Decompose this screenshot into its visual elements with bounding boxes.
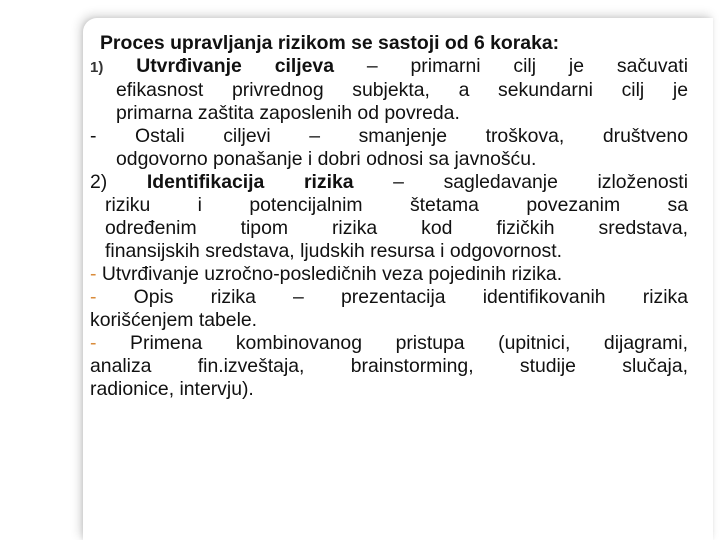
- step2-number: 2): [90, 171, 108, 193]
- other-goals-line2: odgovorno ponašanje i dobri odnosi sa javnošću.: [116, 148, 537, 170]
- bullet-dash: -: [90, 332, 97, 354]
- step2-line2: riziku i potencijalnim štetama povezanim sa: [105, 194, 688, 216]
- bullet-dash: -: [90, 263, 97, 285]
- bullet-dash: -: [90, 125, 97, 147]
- step1-line2: efikasnost privrednog subjekta, a sekundarni cilj je: [116, 79, 688, 101]
- step2-line1: 2) Identifikacija rizika – sagledavanje izloženosti: [90, 171, 689, 193]
- other-goals-line1: - Ostali ciljevi – smanjenje troškova, društveno: [90, 125, 688, 147]
- approach-line2: analiza fin.izveštaja, brainstorming, studije slučaja,: [90, 355, 688, 377]
- slide-content: [90, 32, 688, 401]
- step1-number: 1): [90, 59, 104, 76]
- approach-line3: radionice, intervju).: [90, 378, 254, 400]
- approach-line1: - Primena kombinovanog pristupa (upitnici, dijagrami,: [90, 332, 688, 354]
- description-line2: korišćenjem tabele.: [90, 309, 258, 331]
- step2-line4: finansijskih sredstava, ljudskih resursa i odgovornost.: [105, 240, 562, 262]
- step1-line1: 1) Utvrđivanje ciljeva – primarni cilj je sačuvati: [90, 55, 689, 77]
- description-line1: - Opis rizika – prezentacija identifikovanih rizika: [90, 286, 688, 308]
- step1-line3: primarna zaštita zaposlenih od povreda.: [116, 102, 460, 124]
- step2-heading: Identifikacija rizika: [146, 171, 354, 193]
- slide-title: Proces upravljanja rizikom se sastoji od 6 koraka:: [100, 32, 560, 54]
- bullet-dash: -: [90, 286, 97, 308]
- step1-heading: Utvrđivanje ciljeva: [136, 55, 334, 77]
- cause-effect-line: - Utvrđivanje uzročno-posledičnih veza pojedinih rizika.: [90, 263, 563, 285]
- step2-line3: određenim tipom rizika kod fizičkih sredstava,: [105, 217, 688, 239]
